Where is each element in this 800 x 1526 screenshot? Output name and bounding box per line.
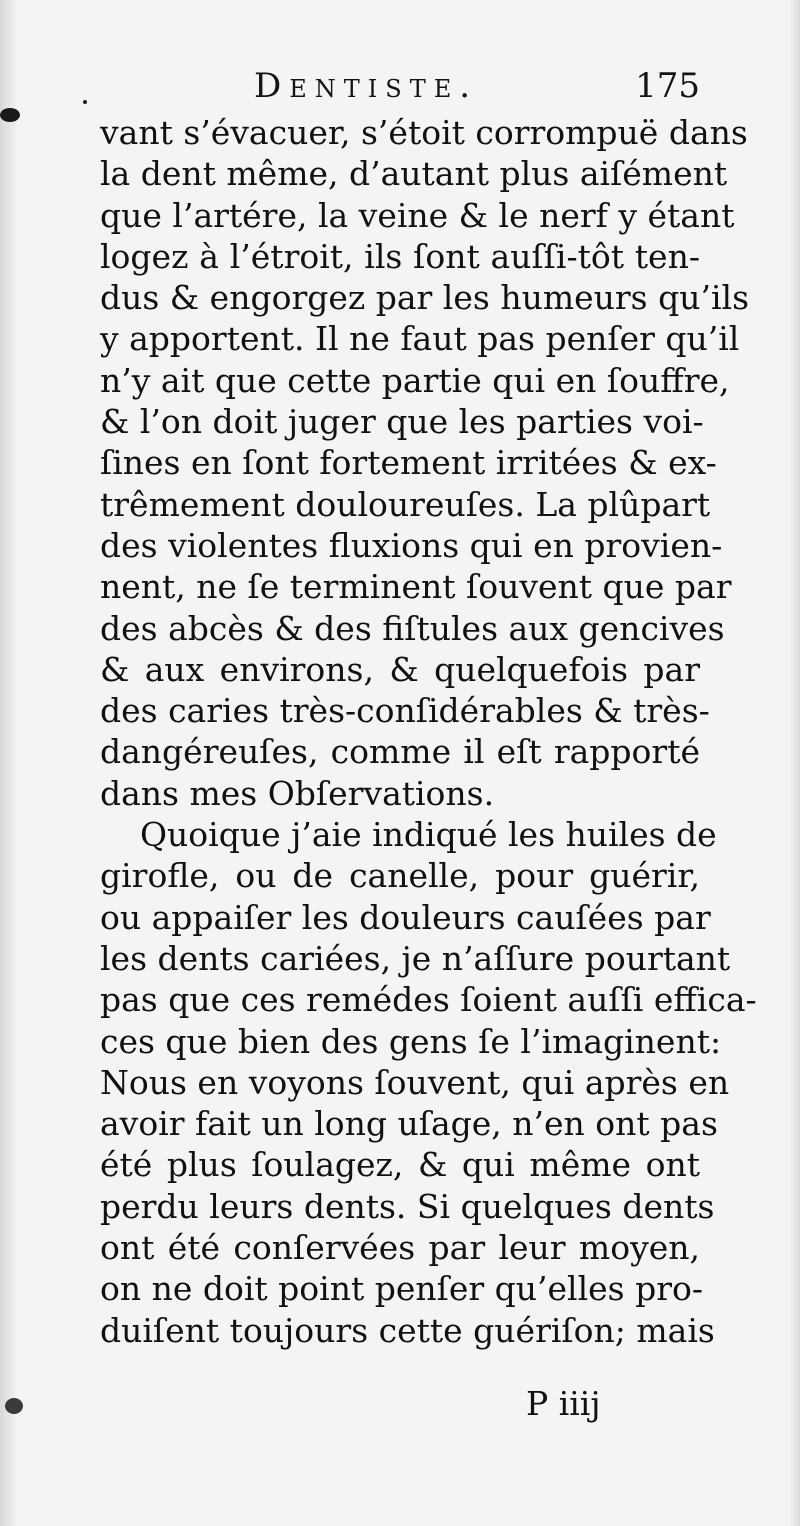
- paragraph-first-line: Quoique j’aie indiqué les huiles de: [140, 815, 717, 855]
- text-line: nent, ne ſe terminent ſouvent que par: [100, 567, 732, 607]
- text-line: avoir fait un long uſage, n’en ont pas: [100, 1104, 718, 1144]
- text-line: des abcès & des fiſtules aux gencives: [100, 608, 725, 648]
- text-line: logez à l’étroit, ils ſont auſſi-tôt ten-: [100, 236, 700, 276]
- text-line: girofle, ou de canelle, pour guérir,: [100, 856, 700, 896]
- ink-speck: [5, 1398, 23, 1414]
- text-line: dans mes Obſervations.: [100, 773, 495, 813]
- text-line: y apportent. Il ne faut pas penſer qu’il: [100, 319, 740, 359]
- text-line: les dents cariées, je n’aſſure pourtant: [100, 938, 731, 978]
- body-text: [100, 112, 757, 1351]
- text-line: ou appaiſer les douleurs cauſées par: [100, 897, 711, 937]
- text-line: duiſent toujours cette guériſon; mais: [100, 1310, 715, 1350]
- page-number: 175: [635, 66, 700, 106]
- text-line: des caries très-conſidérables & très-: [100, 691, 710, 731]
- text-line: ſines en ſont fortement irritées & ex-: [100, 443, 717, 483]
- text-line: que l’artére, la veine & le nerf y étant: [100, 195, 735, 235]
- ink-speck: [83, 100, 87, 104]
- page-edge-right: [790, 0, 800, 1526]
- signature-mark: P iiij: [526, 1384, 601, 1423]
- text-line: la dent même, d’autant plus aiſément: [100, 154, 728, 194]
- text-line: & aux environs, & quelquefois par: [100, 649, 700, 689]
- page-header: [104, 66, 700, 116]
- text-line: pas que ces remédes ſoient auſſi effica-: [100, 980, 757, 1020]
- page-edge-left: [0, 0, 16, 1526]
- ink-speck: [0, 108, 20, 122]
- text-line: on ne doit point penſer qu’elles pro-: [100, 1269, 704, 1309]
- running-head: Dentiste.: [254, 66, 479, 106]
- text-line: dangéreuſes, comme il eſt rapporté: [100, 732, 700, 772]
- text-line: perdu leurs dents. Si quelques dents: [100, 1186, 715, 1226]
- text-line: Nous en voyons ſouvent, qui après en: [100, 1062, 730, 1102]
- text-line: dus & engorgez par les humeurs qu’ils: [100, 278, 750, 318]
- text-line: vant s’évacuer, s’étoit corrompuë dans: [100, 113, 748, 152]
- text-line: ces que bien des gens ſe l’imaginent:: [100, 1021, 722, 1061]
- text-line: trêmement douloureuſes. La plûpart: [100, 484, 711, 524]
- text-line: & l’on doit juger que les parties voi-: [100, 402, 704, 442]
- text-line: ont été conſervées par leur moyen,: [100, 1228, 700, 1268]
- text-line: n’y ait que cette partie qui en ſouffre,: [100, 360, 730, 400]
- text-line: des violentes fluxions qui en provien-: [100, 525, 723, 565]
- text-line: été plus ſoulagez, & qui même ont: [100, 1145, 700, 1185]
